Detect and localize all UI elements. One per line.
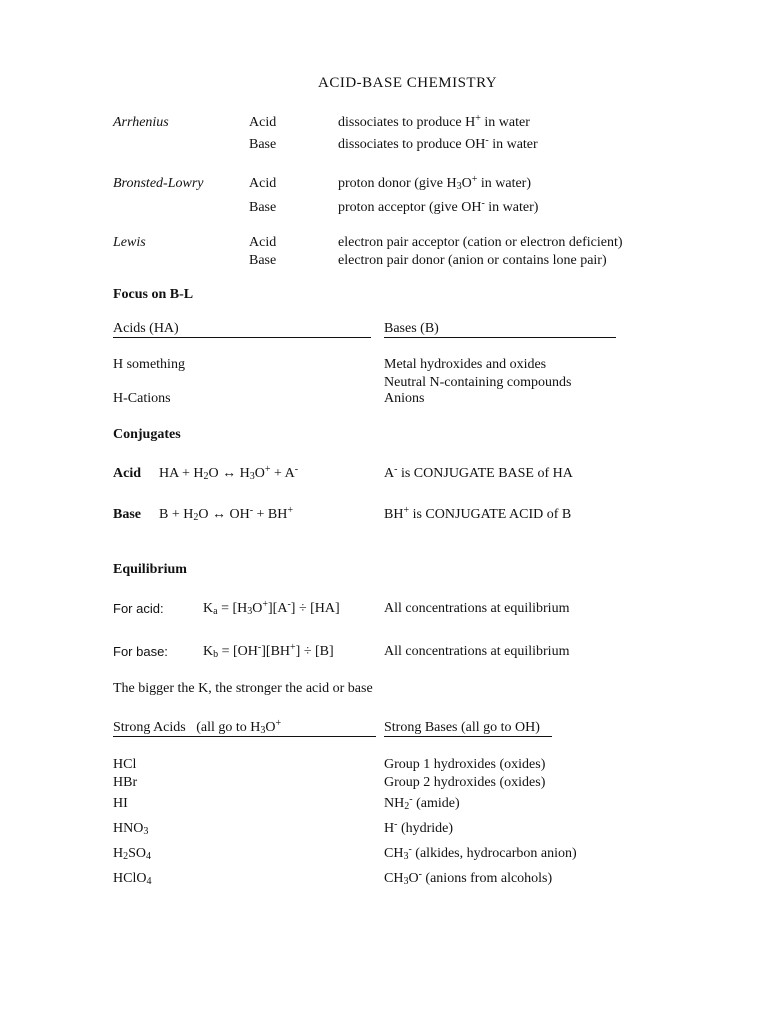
acid-example: H-Cations bbox=[113, 391, 171, 406]
page-title: ACID-BASE CHEMISTRY bbox=[318, 75, 498, 91]
conj-acid-equation: HA + $H_2O$ ↔ $H_3O^+ + A^-$ bbox=[159, 464, 299, 482]
focus-heading: Focus on B-L bbox=[113, 287, 194, 302]
arrhenius-acid-label: Acid bbox=[249, 115, 277, 130]
acids-header: Acids (HA) bbox=[113, 321, 179, 336]
conj-base-note: BH+ is CONJUGATE ACID of B bbox=[384, 505, 572, 522]
strong-acid-item: HClO$_4$ bbox=[113, 871, 152, 887]
bronsted-lowry-label: Bronsted-Lowry bbox=[113, 176, 204, 191]
lewis-acid-label: Acid bbox=[249, 235, 277, 250]
bronsted-base-label: Base bbox=[249, 200, 277, 215]
strong-acid-item: $HNO_3$ bbox=[113, 821, 149, 837]
conj-acid-label: Acid bbox=[113, 466, 141, 481]
strong-acid-item: $H_2SO_4$ bbox=[113, 846, 152, 862]
arrhenius-acid-desc: dissociates to produce H+ in water bbox=[338, 113, 530, 130]
bronsted-acid-desc: proton donor (give $H_3O^+$ in water) bbox=[338, 174, 532, 192]
strong-base-item: H- (hydride) bbox=[384, 819, 454, 836]
lewis-label: Lewis bbox=[113, 235, 146, 250]
bronsted-acid-label: Acid bbox=[249, 176, 277, 191]
strong-base-item: $CH_3^-$ (alkides, hydrocarbon anion) bbox=[384, 844, 577, 862]
acids-header-underline bbox=[113, 337, 371, 338]
eq-base-label: For base: bbox=[113, 644, 168, 659]
arrhenius-base-desc: dissociates to produce OH- in water bbox=[338, 135, 538, 152]
lewis-acid-desc: electron pair acceptor (cation or electron deficient) bbox=[338, 235, 623, 250]
lewis-base-desc: electron pair donor (anion or contains lone pair) bbox=[338, 253, 607, 268]
eq-acid-label: For acid: bbox=[113, 601, 164, 616]
strong-acids-header: Strong Acids (all go to $H_3O^+$ bbox=[113, 718, 282, 736]
bigger-k-statement: The bigger the K, the stronger the acid or base bbox=[113, 681, 373, 696]
conjugates-heading: Conjugates bbox=[113, 427, 181, 442]
bases-header: Bases (B) bbox=[384, 321, 439, 336]
base-example: Metal hydroxides and oxides bbox=[384, 357, 547, 372]
arrhenius-base-label: Base bbox=[249, 137, 277, 152]
strong-acid-item: HCl bbox=[113, 757, 137, 772]
strong-base-item: Group 1 hydroxides (oxides) bbox=[384, 757, 546, 772]
strong-acid-item: HBr bbox=[113, 775, 138, 790]
base-example: Neutral N-containing compounds bbox=[384, 375, 572, 390]
lewis-base-label: Base bbox=[249, 253, 277, 268]
equilibrium-heading: Equilibrium bbox=[113, 562, 187, 577]
eq-base-note: All concentrations at equilibrium bbox=[384, 644, 570, 659]
ka-expression: $K_a = [H_3O^+][A^-] \div [HA]$ bbox=[203, 599, 340, 617]
strong-acid-item: HI bbox=[113, 796, 128, 811]
bronsted-base-desc: proton acceptor (give OH- in water) bbox=[338, 198, 539, 215]
strong-acids-underline bbox=[113, 736, 376, 737]
strong-base-item: Group 2 hydroxides (oxides) bbox=[384, 775, 546, 790]
eq-acid-note: All concentrations at equilibrium bbox=[384, 601, 570, 616]
conj-acid-note: A- is CONJUGATE BASE of HA bbox=[384, 464, 573, 481]
strong-base-item: $NH_2^-$ (amide) bbox=[384, 794, 460, 812]
strong-bases-header: Strong Bases (all go to OH) bbox=[384, 720, 540, 735]
strong-base-item: $CH_3O^-$ (anions from alcohols) bbox=[384, 869, 553, 887]
arrhenius-label: Arrhenius bbox=[113, 115, 169, 130]
conj-base-label: Base bbox=[113, 507, 141, 522]
strong-bases-underline bbox=[384, 736, 552, 737]
base-example: Anions bbox=[384, 391, 425, 406]
bases-header-underline bbox=[384, 337, 616, 338]
acid-example: H something bbox=[113, 357, 185, 372]
conj-base-equation: $B + H_2O$ ↔ OH- + BH+ bbox=[159, 505, 294, 523]
kb-expression: $K_b = [OH^-][BH^+] \div [B]$ bbox=[203, 642, 334, 660]
